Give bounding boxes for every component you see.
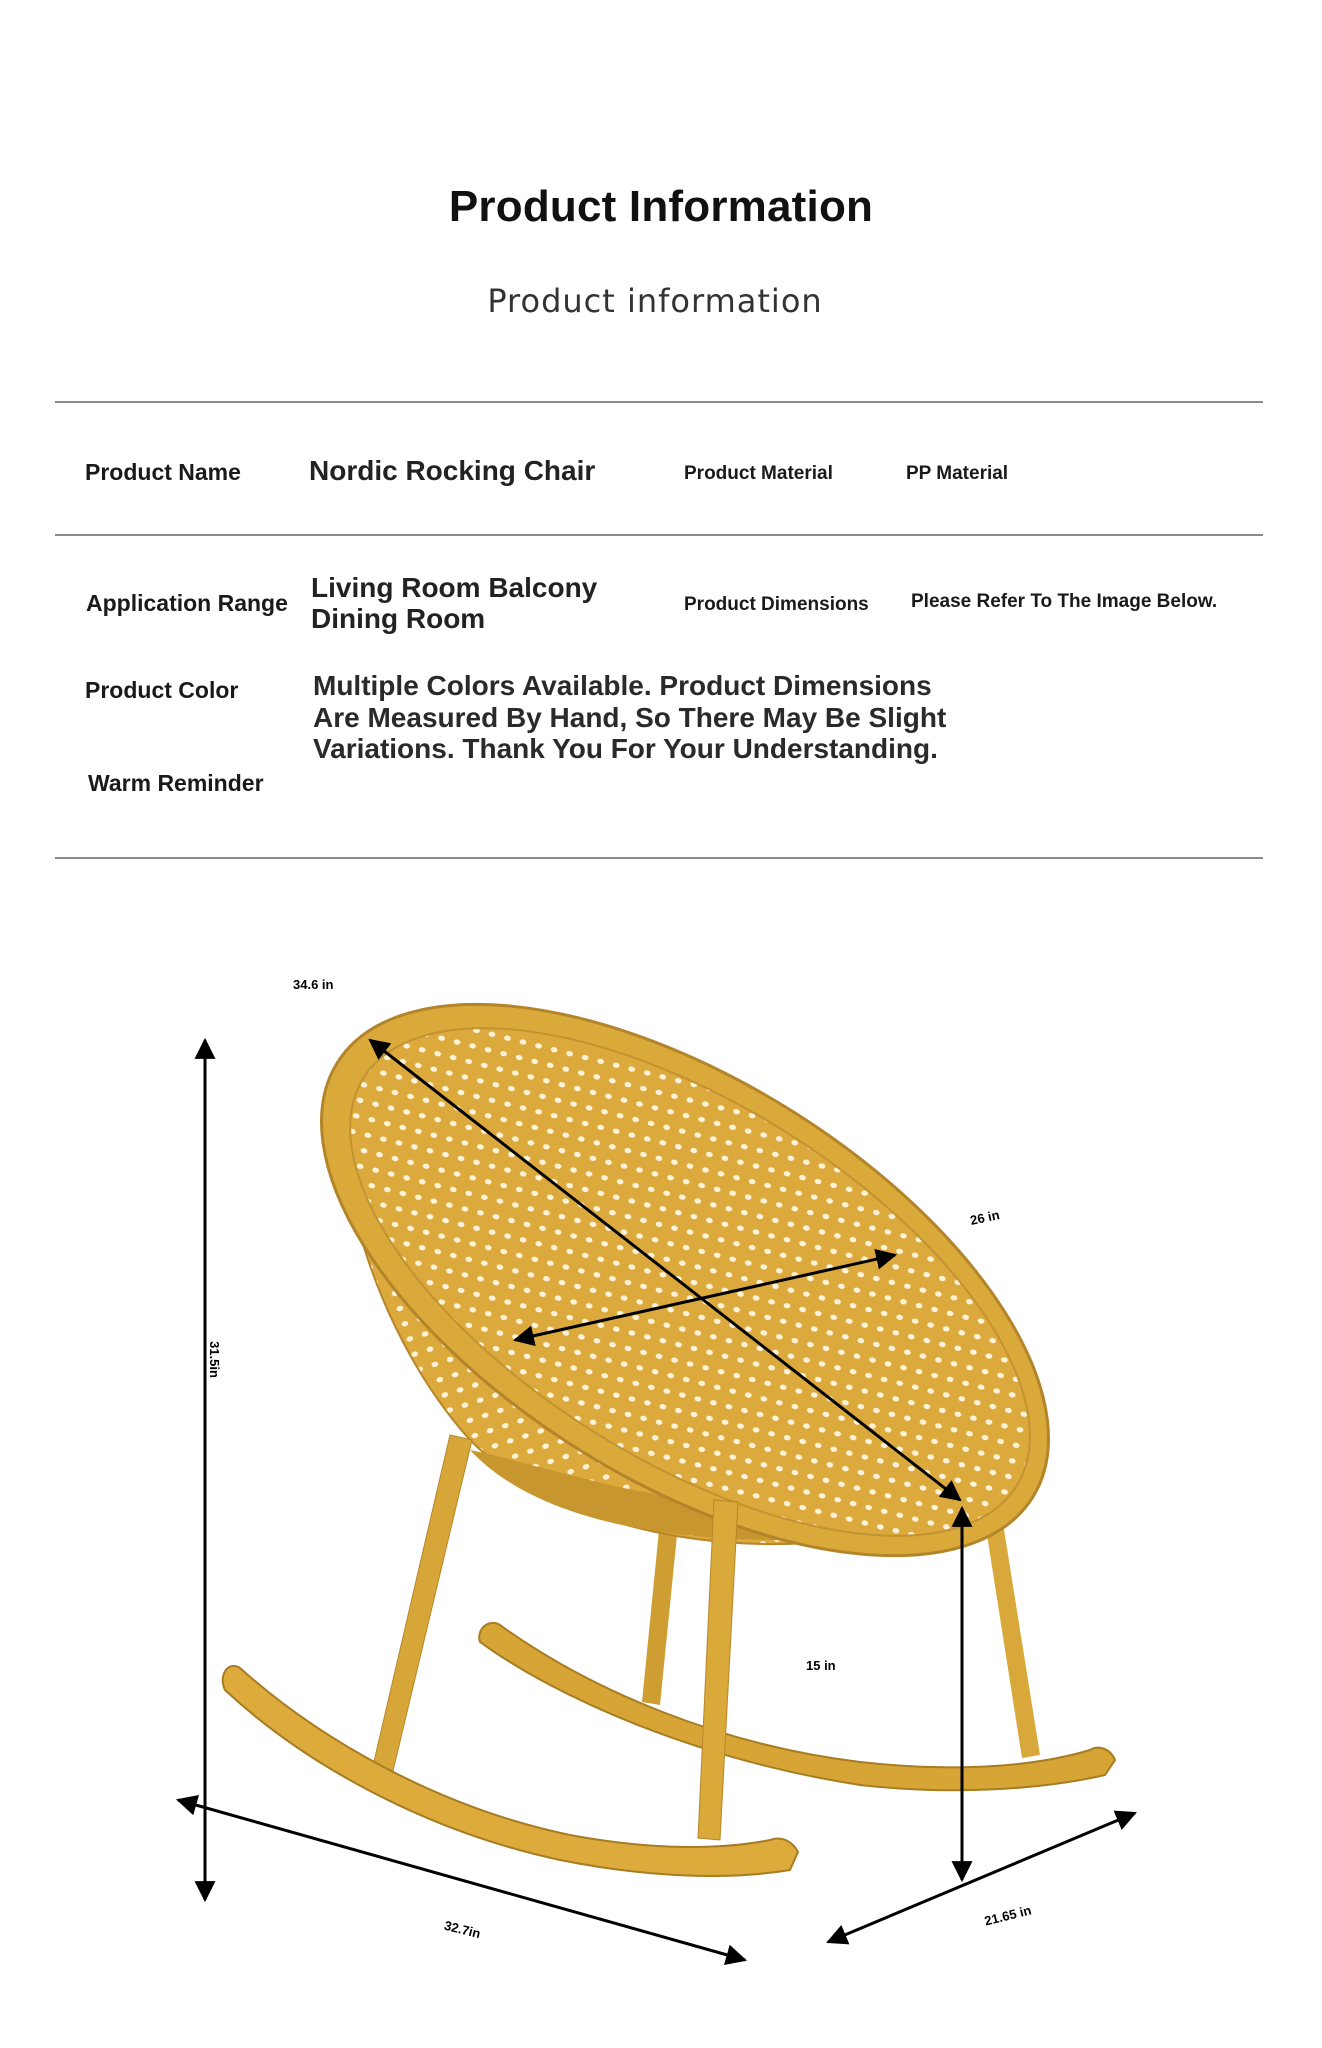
page-subtitle: Product information — [487, 282, 823, 320]
divider-top — [55, 401, 1263, 403]
product-dimensions-value: Please Refer To The Image Below. — [911, 591, 1218, 612]
product-dimensions-label: Product Dimensions — [684, 594, 869, 615]
product-material-value: PP Material — [906, 463, 1009, 484]
warm-reminder-label: Warm Reminder — [88, 770, 264, 796]
product-material-label: Product Material — [684, 463, 833, 484]
dim-label-length: 32.7in — [442, 1917, 483, 1942]
divider-bottom — [55, 857, 1263, 859]
application-range-label: Application Range — [86, 590, 288, 616]
chair-front-leg-left — [372, 1435, 472, 1775]
dim-label-seat-height: 15 in — [806, 1658, 836, 1673]
page-title: Product Information — [448, 182, 874, 231]
dim-label-seat-width: 26 in — [968, 1207, 1001, 1228]
divider-middle — [55, 534, 1263, 536]
product-name-value: Nordic Rocking Chair — [309, 455, 596, 486]
application-range-value-line2: Dining Room — [311, 603, 486, 634]
dim-label-total-height: 31.5in — [206, 1341, 222, 1378]
chair-front-leg-middle — [698, 1500, 738, 1840]
dim-label-seat-diagonal: 34.6 in — [293, 977, 334, 992]
application-range-value-line1: Living Room Balcony — [311, 572, 598, 603]
product-name-label: Product Name — [85, 459, 241, 485]
product-color-label: Product Color — [85, 677, 239, 703]
warm-reminder-value: Multiple Colors Available. Product Dimensions Are Measured By Hand, So There May Be Slight Variations. Thank You For Your Understanding. — [313, 670, 947, 764]
chair-dimension-diagram — [0, 900, 1322, 2000]
arrow-depth — [828, 1813, 1135, 1942]
dim-label-depth: 21.65 in — [982, 1902, 1033, 1929]
